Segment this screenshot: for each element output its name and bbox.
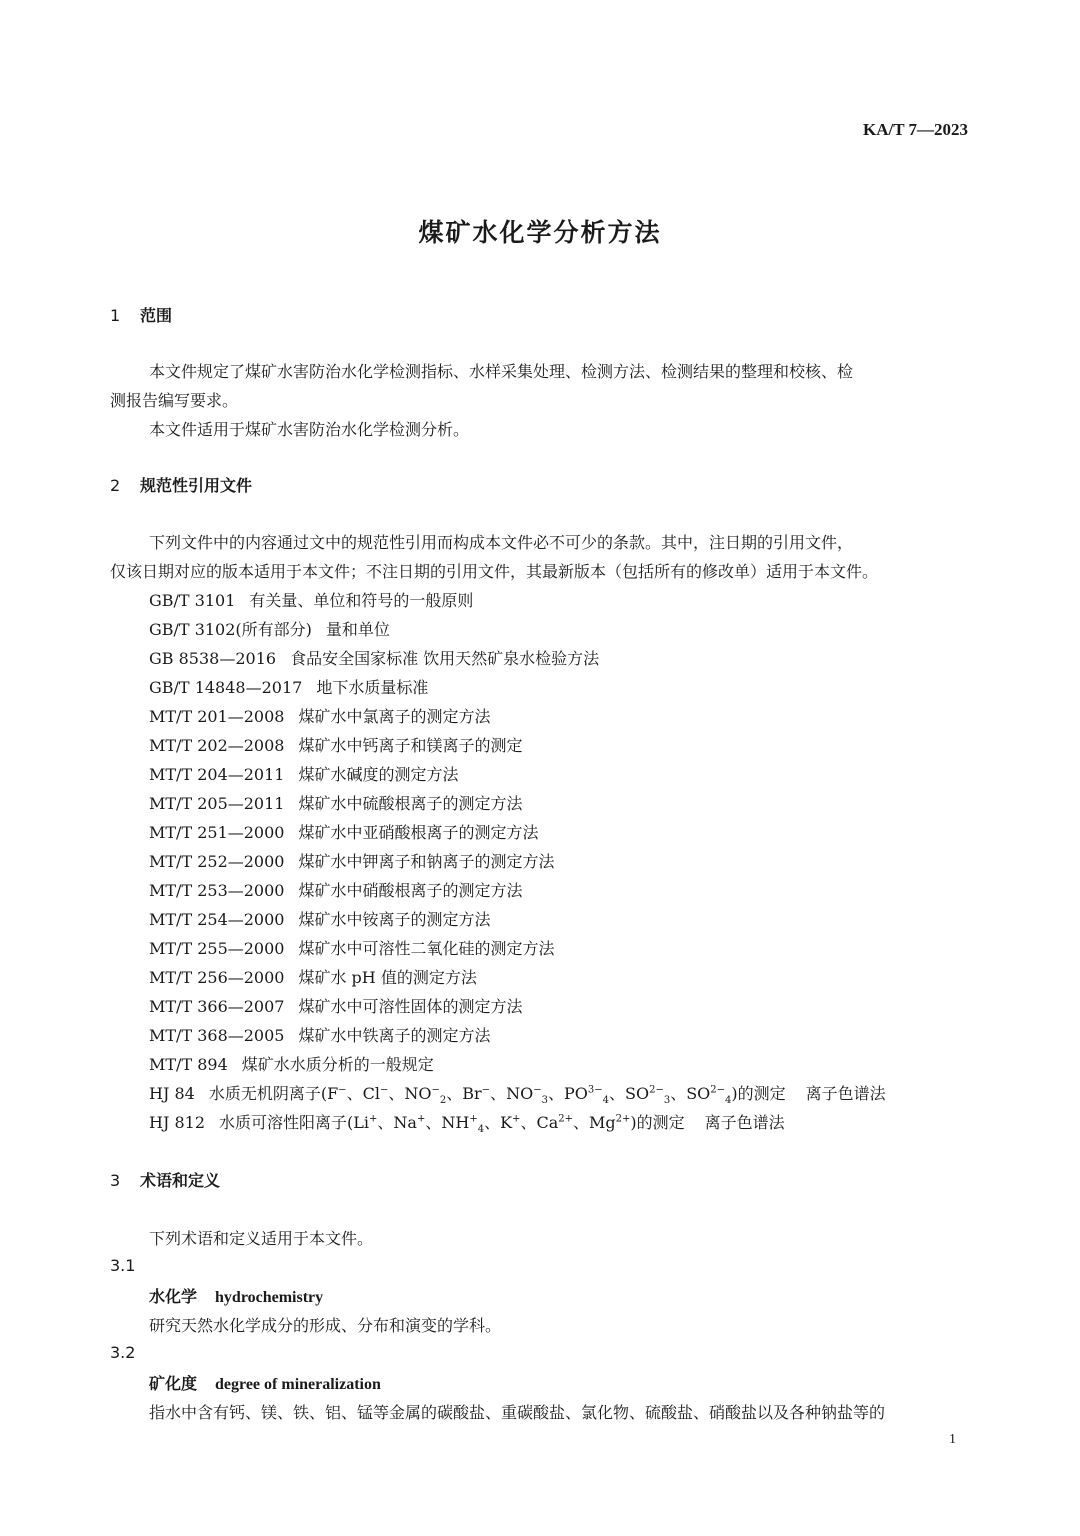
- term-zh: 矿化度: [149, 1374, 198, 1393]
- term-number: 3.1: [110, 1256, 136, 1275]
- paragraph-line: 下列术语和定义适用于本文件。: [149, 1229, 374, 1248]
- reference-title-suffix: )的测定: [731, 1084, 786, 1103]
- ion: Li: [353, 1113, 369, 1132]
- ion: Mg: [589, 1113, 616, 1132]
- reference-code: MT/T 252—2000: [149, 852, 285, 871]
- reference-code: MT/T 254—2000: [149, 910, 285, 929]
- ion: NO: [404, 1084, 432, 1103]
- term-definition: 研究天然水化学成分的形成、分布和演变的学科。: [149, 1316, 502, 1335]
- reference-title: 煤矿水中钙离子和镁离子的测定: [298, 736, 523, 755]
- section-number: 1: [110, 306, 121, 325]
- reference-code: MT/T 366—2007: [149, 997, 285, 1016]
- term-en: hydrochemistry: [215, 1289, 324, 1306]
- ion: F: [327, 1084, 339, 1103]
- ion: Cl: [362, 1084, 380, 1103]
- reference-item: [149, 965, 477, 988]
- reference-code: MT/T 253—2000: [149, 881, 285, 900]
- reference-title: 食品安全国家标准 饮用天然矿泉水检验方法: [290, 649, 600, 668]
- ion: Ca: [536, 1113, 559, 1132]
- section-title: 范围: [140, 306, 173, 325]
- reference-code: MT/T 255—2000: [149, 939, 285, 958]
- reference-code: MT/T 894: [149, 1055, 228, 1074]
- ion: PO: [563, 1084, 588, 1103]
- reference-item: [149, 791, 522, 814]
- reference-title-suffix: )的测定: [630, 1113, 685, 1132]
- standard-code: KA/T 7—2023: [862, 120, 968, 139]
- term-definition: 指水中含有钙、镁、铁、铝、锰等金属的碳酸盐、重碳酸盐、氯化物、硫酸盐、硝酸盐以及各种钠盐等的: [149, 1403, 886, 1422]
- ion: K: [500, 1113, 513, 1132]
- paragraph-line: 下列文件中的内容通过文中的规范性引用而构成本文件必不可少的条款。其中，注日期的引用文件，: [149, 533, 854, 552]
- reference-title: 煤矿水碱度的测定方法: [298, 765, 459, 784]
- ion: Na: [393, 1113, 417, 1132]
- term-zh: 水化学: [149, 1287, 198, 1306]
- reference-item: [149, 733, 522, 756]
- reference-item: [149, 675, 428, 698]
- section-3-heading: [110, 1168, 220, 1191]
- reference-code: MT/T 256—2000: [149, 968, 285, 987]
- reference-code: MT/T 202—2008: [149, 736, 285, 755]
- reference-title: 煤矿水中硝酸根离子的测定方法: [298, 881, 523, 900]
- paragraph-line: 测报告编写要求。: [110, 391, 239, 410]
- document-title: 煤矿水化学分析方法: [418, 218, 662, 247]
- paragraph-line: 本文件规定了煤矿水害防治水化学检测指标、水样采集处理、检测方法、检测结果的整理和校核、检: [149, 362, 854, 381]
- reference-title: 煤矿水中可溶性二氧化硅的测定方法: [298, 939, 555, 958]
- term-en: degree of mineralization: [215, 1376, 381, 1393]
- reference-title: 煤矿水中钾离子和钠离子的测定方法: [298, 852, 555, 871]
- reference-item: [149, 1023, 490, 1046]
- reference-title: 量和单位: [325, 620, 390, 639]
- reference-item: [149, 849, 554, 872]
- reference-title: 煤矿水中可溶性固体的测定方法: [298, 997, 523, 1016]
- section-title: 术语和定义: [140, 1171, 221, 1190]
- section-1-heading: [110, 303, 172, 326]
- section-number: 2: [110, 476, 121, 495]
- reference-title: 有关量、单位和符号的一般原则: [249, 591, 474, 610]
- reference-item: [149, 762, 458, 785]
- reference-code: MT/T 205—2011: [149, 794, 285, 813]
- reference-code: GB/T 3101: [149, 591, 236, 610]
- reference-title: 煤矿水中氯离子的测定方法: [298, 707, 491, 726]
- ion: NO: [506, 1084, 534, 1103]
- reference-method: 离子色谱法: [704, 1113, 785, 1132]
- reference-code: GB/T 3102(所有部分): [149, 620, 312, 639]
- reference-title: 煤矿水中硫酸根离子的测定方法: [298, 794, 523, 813]
- reference-code: MT/T 204—2011: [149, 765, 285, 784]
- paragraph-line: 本文件适用于煤矿水害防治水化学检测分析。: [149, 420, 470, 439]
- reference-code: MT/T 201—2008: [149, 707, 285, 726]
- term-entry: [149, 1284, 323, 1307]
- reference-method: 离子色谱法: [805, 1084, 886, 1103]
- reference-title: 煤矿水中铁离子的测定方法: [298, 1026, 491, 1045]
- reference-item: [149, 704, 490, 727]
- reference-item: [149, 617, 390, 640]
- reference-title: 煤矿水 pH 值的测定方法: [298, 968, 477, 987]
- reference-title-prefix: 水质可溶性阳离子(: [219, 1113, 354, 1132]
- reference-code: HJ 812: [149, 1113, 205, 1132]
- term-number: 3.2: [110, 1343, 136, 1362]
- page-number: 1: [949, 1432, 956, 1447]
- reference-item: [149, 878, 522, 901]
- term-entry: [149, 1371, 381, 1394]
- section-title: 规范性引用文件: [140, 476, 253, 495]
- ion: SO: [686, 1084, 711, 1103]
- reference-code: GB 8538—2016: [149, 649, 277, 668]
- reference-item-hj84: HJ 84 水质无机阴离子(F−、Cl−、$NO^-_2$、Br−、$NO^-_3$、$PO^{3-}_4$、$SO^{2-}_3$、$SO^{2-}_4$)的测定 离子色谱法: [149, 1084, 886, 1107]
- ion: SO: [625, 1084, 650, 1103]
- section-2-heading: [110, 473, 252, 496]
- paragraph-line: 仅该日期对应的版本适用于本文件；不注日期的引用文件，其最新版本（包括所有的修改单）适用于本文件。: [110, 562, 879, 581]
- reference-item: [149, 936, 554, 959]
- reference-code: HJ 84: [149, 1084, 195, 1103]
- section-number: 3: [110, 1171, 121, 1190]
- reference-title-prefix: 水质无机阴离子(: [208, 1084, 328, 1103]
- reference-code: GB/T 14848—2017: [149, 678, 303, 697]
- reference-title: 地下水质量标准: [316, 678, 429, 697]
- reference-code: MT/T 251—2000: [149, 823, 285, 842]
- reference-item: [149, 820, 538, 843]
- reference-title: 煤矿水中铵离子的测定方法: [298, 910, 491, 929]
- reference-item-hj812: HJ 812 水质可溶性阳离子(Li+、Na+、$NH^+_4$、K+、$Ca^{2+}$、$Mg^{2+}$)的测定 离子色谱法: [149, 1113, 785, 1136]
- reference-item: [149, 646, 599, 669]
- ion: Br: [462, 1084, 482, 1103]
- reference-item: [149, 994, 522, 1017]
- reference-title: 煤矿水中亚硝酸根离子的测定方法: [298, 823, 539, 842]
- reference-code: MT/T 368—2005: [149, 1026, 285, 1045]
- reference-item: [149, 907, 490, 930]
- reference-title: 煤矿水水质分析的一般规定: [241, 1055, 434, 1074]
- ion: NH: [441, 1113, 470, 1132]
- reference-item: [149, 1052, 434, 1075]
- reference-item: [149, 588, 473, 611]
